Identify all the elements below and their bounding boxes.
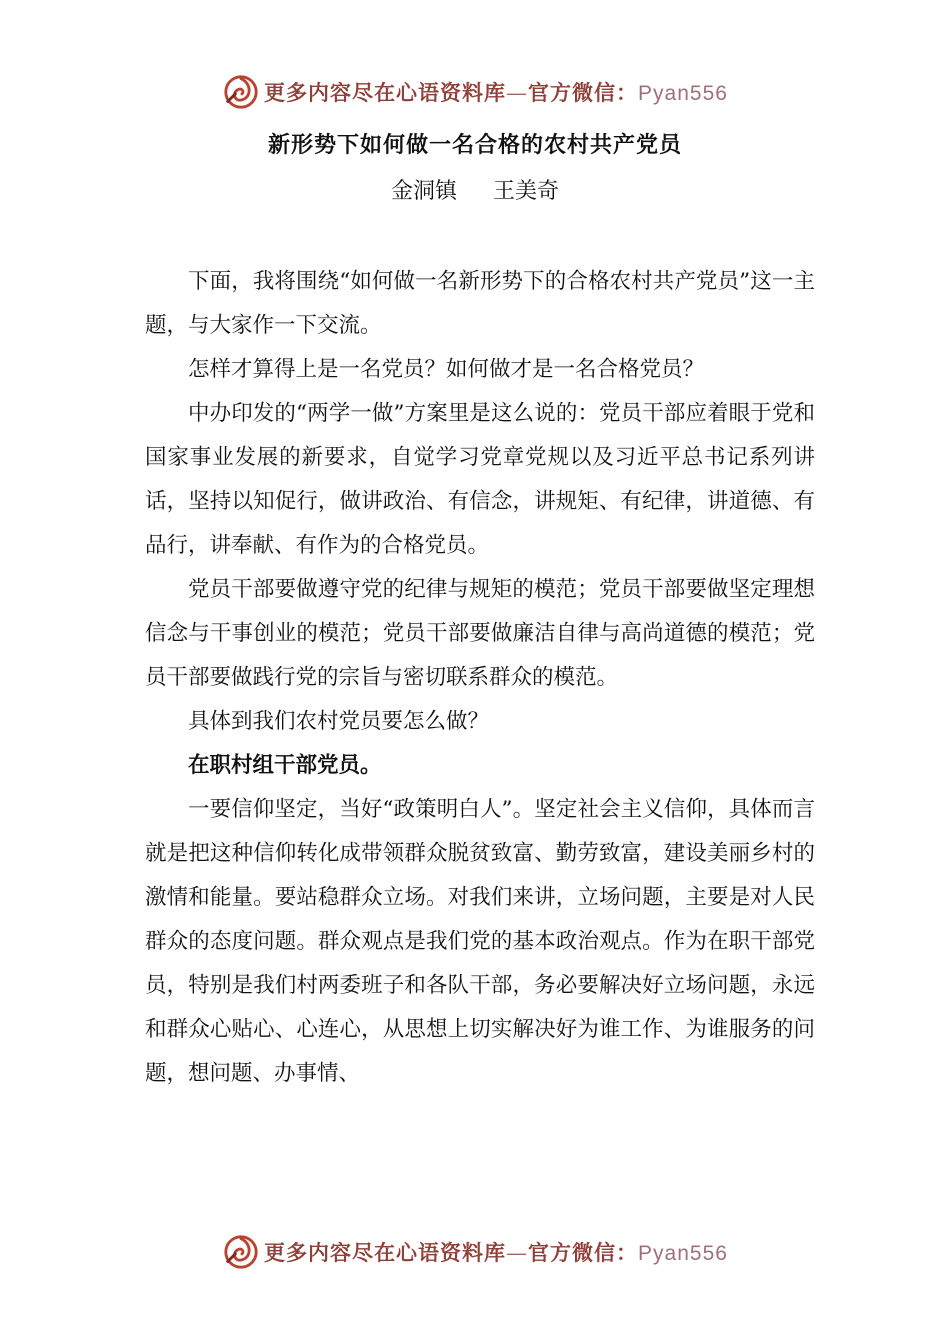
banner-text	[264, 77, 728, 107]
section-heading: 在职村组干部党员。	[188, 753, 382, 778]
banner-suffix: 官方微信：	[528, 80, 639, 105]
document-author	[0, 174, 950, 205]
banner-suffix: 官方微信：	[528, 1240, 639, 1265]
spiral-logo-icon	[222, 1233, 260, 1271]
paragraph: 一要信仰坚定，当好“政策明白人”。坚定社会主义信仰，具体而言就是把这种信仰转化成带领群众脱贫致富、勤劳致富，建设美丽乡村的激情和能量。要站稳群众立场。对我们来讲，立场问题，主要是对人民群众的态度问题。群众观点是我们党的基本政治观点。作为在职干部党员，特别是我们村两委班子和各队干部，务必要解决好立场问题，永远和群众心贴心、心连心，从思想上切实解决好为谁工作、为谁服务的问题，想问题、办事情、	[145, 797, 815, 1086]
banner-wechat-id: Pyan556	[638, 82, 728, 105]
paragraph: 下面，我将围绕“如何做一名新形势下的合格农村共产党员”这一主题，与大家作一下交流。	[145, 269, 815, 338]
paragraph: 党员干部要做遵守党的纪律与规矩的模范；党员干部要做坚定理想信念与干事创业的模范；党员干部要做廉洁自律与高尚道德的模范；党员干部要做践行党的宗旨与密切联系群众的模范。	[145, 577, 815, 690]
document-body	[145, 260, 815, 1096]
banner-dash: —	[506, 81, 529, 105]
banner-wechat-id: Pyan556	[638, 1242, 728, 1265]
author-place: 金洞镇	[390, 179, 457, 204]
author-name: 王美奇	[493, 179, 560, 204]
header-banner	[0, 68, 950, 116]
footer-banner	[0, 1228, 950, 1276]
paragraph: 中办印发的“两学一做”方案里是这么说的：党员干部应着眼于党和国家事业发展的新要求，自觉学习党章党规以及习近平总书记系列讲话，坚持以知促行，做讲政治、有信念，讲规矩、有纪律，讲道德、有品行，讲奉献、有作为的合格党员。	[145, 401, 815, 558]
paragraph: 怎样才算得上是一名党员？如何做才是一名合格党员？	[188, 357, 705, 382]
paragraph: 具体到我们农村党员要怎么做？	[188, 709, 490, 734]
banner-text	[264, 1237, 728, 1267]
document-title: 新形势下如何做一名合格的农村共产党员	[267, 132, 682, 158]
banner-dash: —	[506, 1241, 529, 1265]
spiral-logo-icon	[222, 73, 260, 111]
banner-prefix: 更多内容尽在心语资料库	[264, 80, 507, 105]
banner-prefix: 更多内容尽在心语资料库	[264, 1240, 507, 1265]
